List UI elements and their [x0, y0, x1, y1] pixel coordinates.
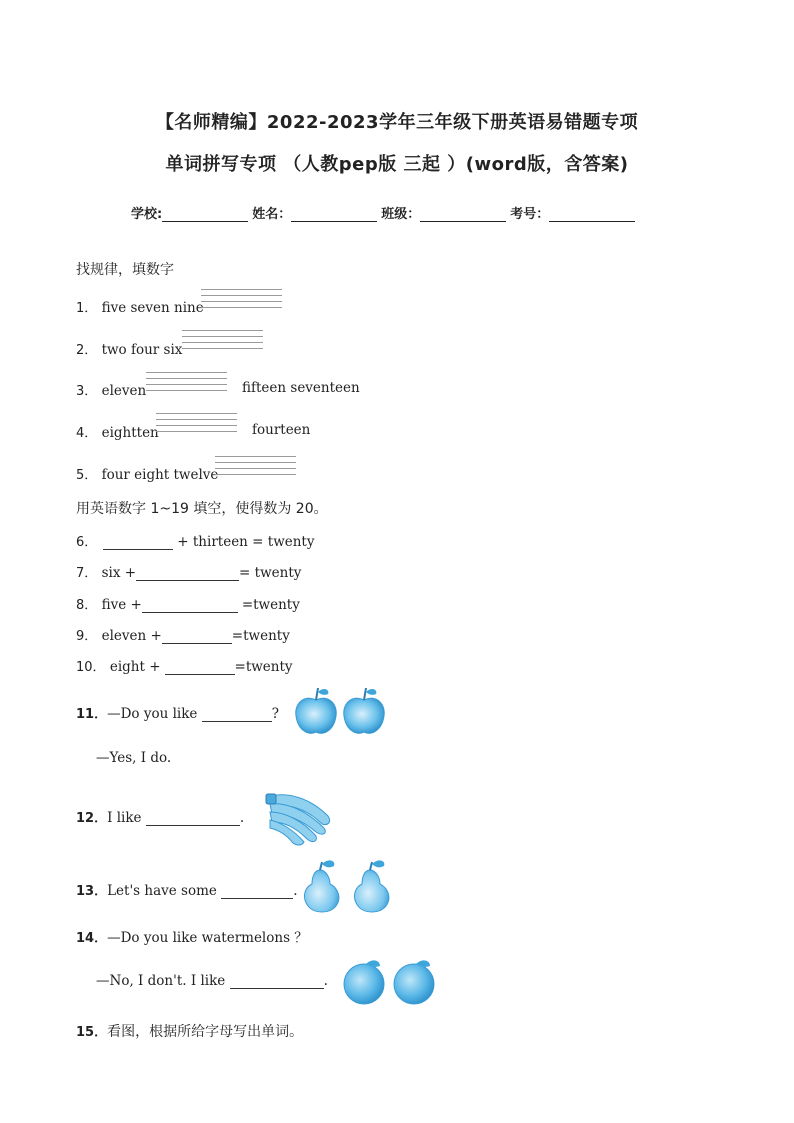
- blank-12[interactable]: [146, 811, 240, 826]
- question-9: 9． eleven + =twenty: [76, 628, 290, 644]
- section2-heading: 用英语数字 1~19 填空，使得数为 20。: [76, 501, 328, 517]
- page-title-line1: 【名师精编】2022-2023学年三年级下册英语易错题专项: [155, 112, 639, 133]
- name-field[interactable]: [291, 207, 377, 222]
- section1-heading: 找规律，填数字: [76, 262, 174, 278]
- answer-lines-4[interactable]: [156, 413, 237, 437]
- question-8: 8． five + =twenty: [76, 597, 300, 613]
- blank-6[interactable]: [103, 535, 173, 550]
- question-7: 7． six + = twenty: [76, 565, 302, 581]
- question-4: 4． eightten: [76, 425, 159, 441]
- blank-11[interactable]: [202, 707, 272, 722]
- question-12: 12．I like .: [76, 810, 245, 826]
- school-field[interactable]: [162, 207, 248, 222]
- student-info-line: [131, 203, 639, 222]
- question-13: 13．Let's have some .: [76, 883, 298, 899]
- question-14-answer-line: —No, I don't. I like .: [96, 973, 328, 989]
- question-15: 15．看图，根据所给字母写出单词。: [76, 1024, 304, 1040]
- exam-no-field[interactable]: [549, 207, 635, 222]
- blank-10[interactable]: [165, 660, 235, 675]
- question-2: 2． two four six: [76, 342, 183, 358]
- blank-7[interactable]: [136, 566, 239, 581]
- blank-8[interactable]: [142, 598, 238, 613]
- name-label: 姓名：: [252, 207, 292, 222]
- blank-14[interactable]: [230, 974, 324, 989]
- pear-icon: [298, 856, 394, 914]
- question-3: 3． eleven: [76, 383, 147, 399]
- question-14: 14．—Do you like watermelons ？: [76, 930, 308, 946]
- page-title-line2: 单词拼写专项 （人教pep版 三起 ）(word版，含答案): [165, 154, 629, 175]
- blank-9[interactable]: [162, 629, 232, 644]
- answer-lines-5[interactable]: [215, 456, 296, 480]
- blank-13[interactable]: [221, 884, 293, 899]
- school-label: 学校:: [131, 207, 163, 222]
- question-11: 11．—Do you like ?: [76, 706, 279, 722]
- question-5: 5． four eight twelve: [76, 467, 219, 483]
- question-4-after: fourteen: [252, 422, 311, 438]
- answer-lines-3[interactable]: [146, 372, 227, 396]
- banana-icon: [258, 786, 336, 846]
- exam-no-label: 考号：: [510, 207, 550, 222]
- answer-lines-1[interactable]: [201, 289, 282, 313]
- question-3-after: fifteen seventeen: [242, 380, 360, 396]
- question-6: 6． + thirteen = twenty: [76, 534, 315, 550]
- question-1: 1． five seven nine: [76, 300, 204, 316]
- apple-icon: [292, 684, 388, 740]
- class-field[interactable]: [420, 207, 506, 222]
- orange-icon: [340, 958, 440, 1004]
- class-label: 班级：: [381, 207, 421, 222]
- question-10: 10． eight + =twenty: [76, 659, 293, 675]
- answer-lines-2[interactable]: [182, 330, 263, 354]
- question-11-answer-line: —Yes, I do.: [96, 750, 172, 766]
